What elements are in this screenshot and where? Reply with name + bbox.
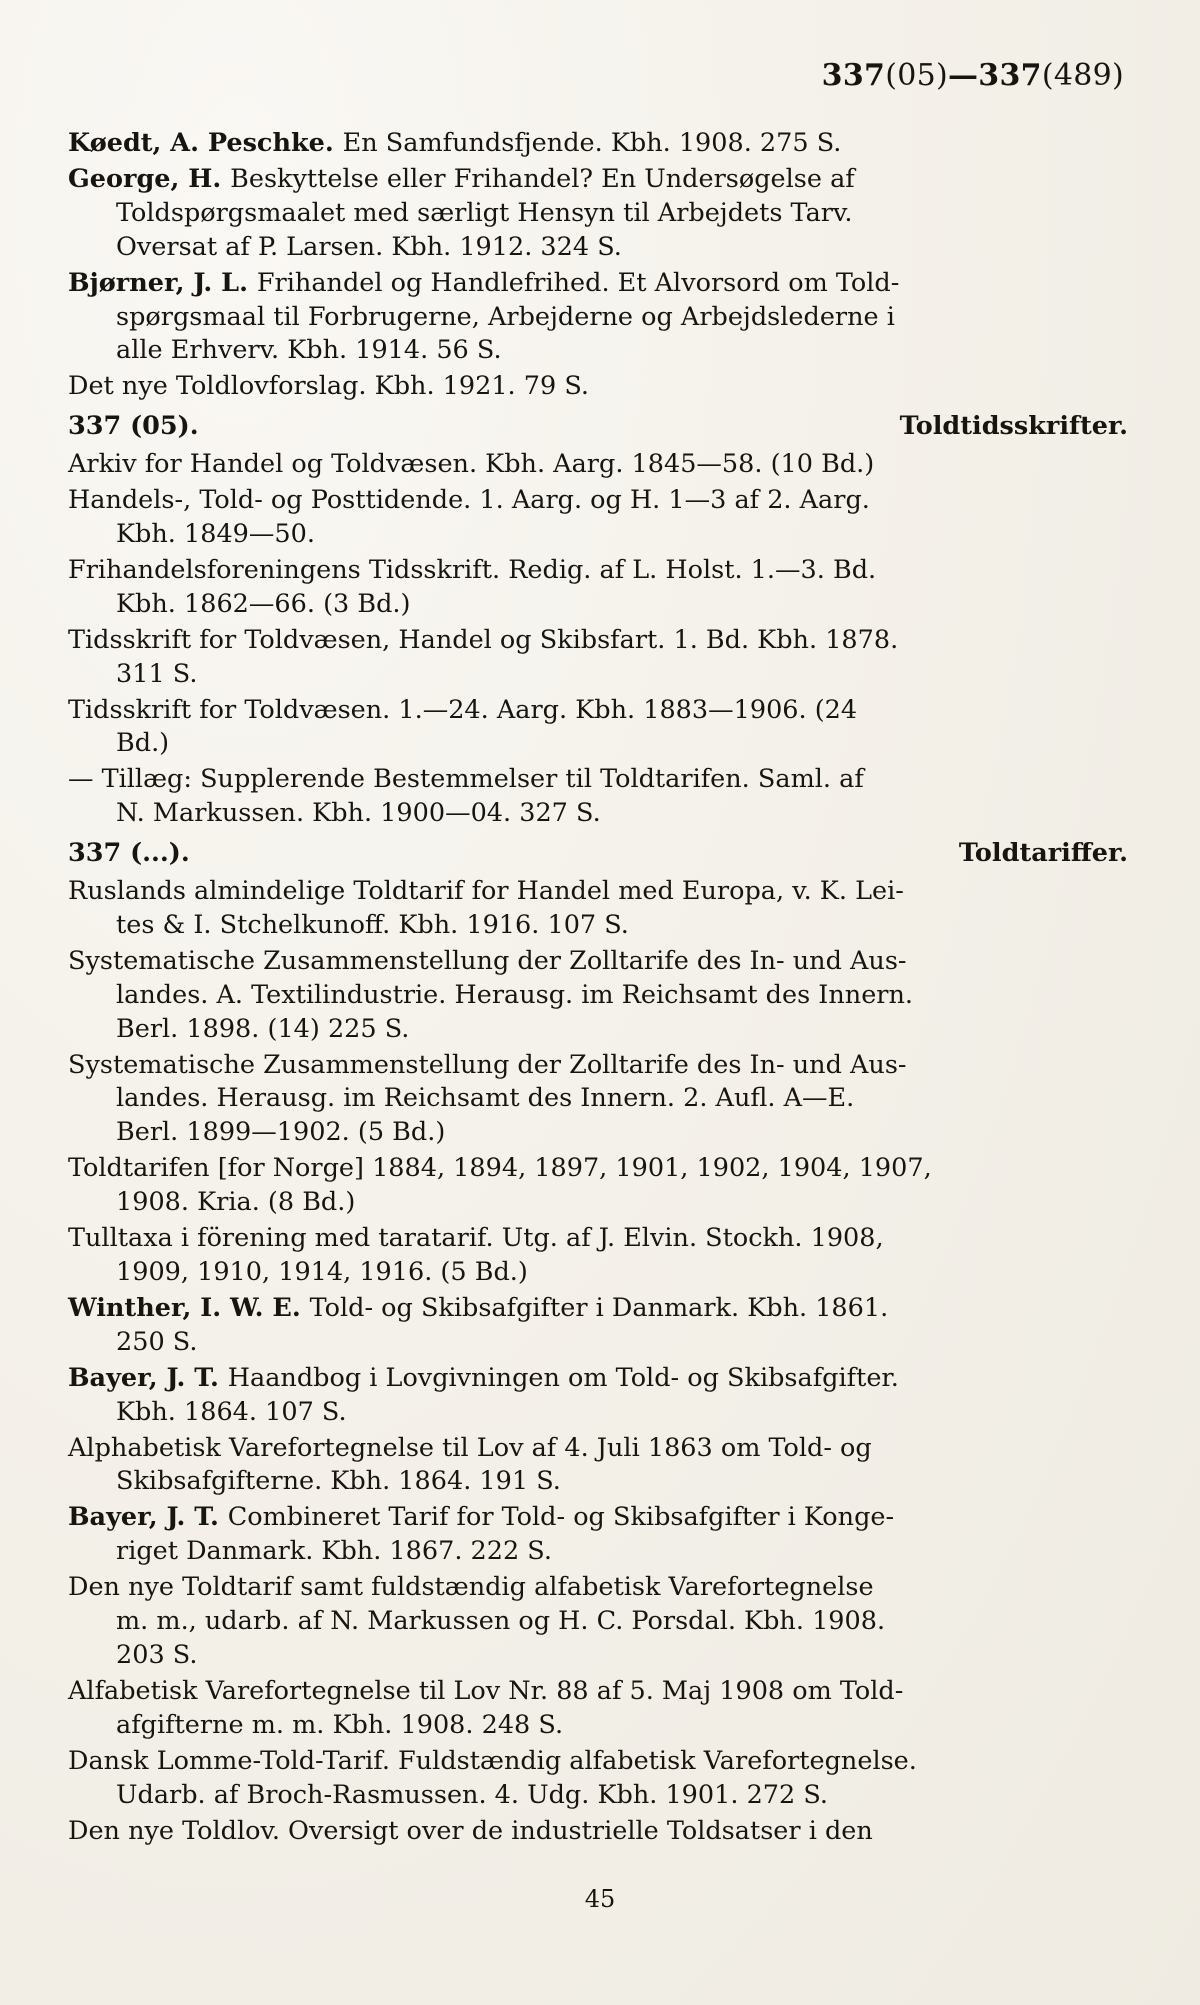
bibliography-entry	[68, 484, 1128, 552]
entry-line: Tidsskrift for Toldvæsen, Handel og Skibsfart. 1. Bd. Kbh. 1878.	[68, 624, 899, 655]
entry-author: Bjørner, J. L.	[68, 267, 257, 298]
entry-line: afgifterne m. m. Kbh. 1908. 248 S.	[116, 1709, 564, 1740]
bibliography-entry	[68, 554, 1128, 622]
bibliography-entry	[68, 163, 1128, 265]
entry-line: Kbh. 1862—66. (3 Bd.)	[116, 588, 411, 619]
entry-author: Køedt, A. Peschke.	[68, 128, 343, 158]
bibliography-entry-continuation	[68, 763, 1128, 831]
bibliography-entry	[68, 1745, 1128, 1813]
entry-line: Frihandel og Handlefrihed. Et Alvorsord om Told-	[256, 267, 900, 298]
entry-line: Toldtarifen [for Norge] 1884, 1894, 1897, 1901, 1902, 1904, 1907,	[68, 1153, 932, 1184]
bibliography-entry	[68, 1292, 1128, 1360]
entry-line: spørgsmaal til Forbrugerne, Arbejderne og Arbejdslederne i	[116, 301, 895, 332]
entry-line: Alfabetisk Varefortegnelse til Lov Nr. 88 af 5. Maj 1908 om Told-	[68, 1675, 904, 1706]
running-head-dash: —	[947, 58, 979, 93]
entry-group-toldtariffer	[68, 875, 1128, 1848]
entry-line: 1909, 1910, 1914, 1916. (5 Bd.)	[116, 1257, 528, 1287]
bibliography-entry	[68, 624, 1128, 692]
section-number: 337 (...).	[68, 838, 190, 869]
entry-line: — Tillæg: Supplerende Bestemmelser til Toldtarifen. Saml. af	[68, 764, 864, 795]
entry-line: Handels-, Told- og Posttidende. 1. Aarg. og H. 1—3 af 2. Aarg.	[68, 485, 870, 516]
entry-line: Berl. 1898. (14) 225 S.	[116, 1013, 410, 1044]
entry-line: 1908. Kria. (8 Bd.)	[116, 1187, 356, 1218]
entry-line: Combineret Tarif for Told- og Skibsafgifter i Konge-	[227, 1502, 895, 1533]
bibliography-entry	[68, 448, 1128, 482]
entry-line: 203 S.	[116, 1639, 198, 1670]
entry-line: 250 S.	[116, 1326, 198, 1357]
entry-line: Berl. 1899—1902. (5 Bd.)	[116, 1117, 446, 1148]
bibliography-entry	[68, 370, 1128, 404]
entry-line: Kbh. 1849—50.	[116, 518, 315, 549]
entry-line: 311 S.	[116, 658, 198, 689]
entry-group-toldtidsskrifter	[68, 448, 1128, 831]
running-head-right-paren: (489)	[1041, 58, 1124, 93]
entry-line: m. m., udarb. af N. Markussen og H. C. Porsdal. Kbh. 1908.	[116, 1606, 886, 1637]
entry-line: Dansk Lomme-Told-Tarif. Fuldstændig alfabetisk Varefortegnelse.	[68, 1745, 917, 1776]
section-heading-toldtariffer	[68, 837, 1128, 871]
entry-line: En Samfundsfjende. Kbh. 1908. 275 S.	[342, 128, 842, 158]
running-head-right-number: 337	[978, 58, 1042, 93]
bibliography-entry	[68, 1222, 1128, 1290]
entry-line: Tidsskrift for Toldvæsen. 1.—24. Aarg. Kbh. 1883—1906. (24	[68, 694, 858, 725]
entry-group-intro	[68, 127, 1128, 404]
bibliography-entry	[68, 875, 1128, 943]
entry-line: alle Erhverv. Kbh. 1914. 56 S.	[116, 335, 502, 366]
section-heading-toldtidsskrifter	[68, 410, 1128, 444]
bibliography-entry	[68, 1362, 1128, 1430]
entry-line: Oversat af P. Larsen. Kbh. 1912. 324 S.	[116, 231, 622, 262]
entry-author: George, H.	[68, 163, 231, 194]
section-category: Toldtidsskrifter.	[899, 411, 1128, 442]
bibliography-entry	[68, 1432, 1128, 1500]
section-number: 337 (05).	[68, 411, 199, 442]
section-category: Toldtariffer.	[958, 838, 1128, 869]
entry-line: Ruslands almindelige Toldtarif for Handel med Europa, v. K. Lei-	[68, 876, 904, 907]
bibliography-entry	[68, 945, 1128, 1047]
bibliography-entry	[68, 1675, 1128, 1743]
bibliography-entry	[68, 127, 1128, 161]
bibliography-entry	[68, 1152, 1128, 1220]
entry-line: N. Markussen. Kbh. 1900—04. 327 S.	[116, 798, 601, 829]
entry-line: Systematische Zusammenstellung der Zolltarife des In- und Aus-	[68, 945, 907, 976]
page-content	[68, 58, 1128, 1850]
running-head-left-number: 337	[821, 58, 886, 93]
bibliography-entry	[68, 1571, 1128, 1673]
bibliography-entry	[68, 267, 1128, 369]
entry-line: Skibsafgifterne. Kbh. 1864. 191 S.	[116, 1466, 561, 1497]
entry-line: Alphabetisk Varefortegnelse til Lov af 4. Juli 1863 om Told- og	[68, 1432, 872, 1463]
entry-line: landes. Herausg. im Reichsamt des Innern. 2. Aufl. A—E.	[116, 1083, 855, 1114]
running-head-left-paren: (05)	[885, 58, 948, 93]
entry-line: Det nye Toldlovforslag. Kbh. 1921. 79 S.	[68, 371, 589, 402]
entry-author: Bayer, J. T.	[68, 1362, 228, 1393]
entry-author: Winther, I. W. E.	[68, 1292, 310, 1323]
entry-line: Kbh. 1864. 107 S.	[116, 1396, 347, 1427]
bibliography-entry	[68, 1815, 1128, 1849]
page-number: 45	[584, 1885, 616, 1913]
entry-line: Arkiv for Handel og Toldvæsen. Kbh. Aarg. 1845—58. (10 Bd.)	[68, 449, 875, 480]
entry-line: tes & I. Stchelkunoff. Kbh. 1916. 107 S.	[116, 909, 629, 940]
bibliography-entry	[68, 694, 1128, 762]
entry-line: Told- og Skibsafgifter i Danmark. Kbh. 1861.	[309, 1292, 889, 1323]
bibliography-entry	[68, 1501, 1128, 1569]
entry-line: riget Danmark. Kbh. 1867. 222 S.	[116, 1536, 552, 1567]
entry-line: landes. A. Textilindustrie. Herausg. im Reichsamt des Innern.	[116, 979, 913, 1010]
entry-line: Haandbog i Lovgivningen om Told- og Skibsafgifter.	[227, 1362, 899, 1393]
entry-line: Systematische Zusammenstellung der Zolltarife des In- und Aus-	[68, 1049, 907, 1080]
entry-line: Bd.)	[116, 728, 170, 759]
entry-line: Udarb. af Broch-Rasmussen. 4. Udg. Kbh. 1901. 272 S.	[116, 1779, 829, 1810]
entry-line: Tulltaxa i förening med taratarif. Utg. af J. Elvin. Stockh. 1908,	[68, 1223, 884, 1254]
bibliography-entry	[68, 1049, 1128, 1151]
running-head	[68, 58, 1128, 93]
entry-line: Toldspørgsmaalet med særligt Hensyn til Arbejdets Tarv.	[116, 197, 853, 228]
entry-line: Den nye Toldlov. Oversigt over de industrielle Toldsatser i den	[68, 1815, 873, 1846]
entry-line: Beskyttelse eller Frihandel? En Undersøgelse af	[230, 163, 855, 194]
entry-line: Frihandelsforeningens Tidsskrift. Redig. af L. Holst. 1.—3. Bd.	[68, 554, 877, 585]
entry-author: Bayer, J. T.	[68, 1502, 228, 1533]
entry-line: Den nye Toldtarif samt fuldstændig alfabetisk Varefortegnelse	[68, 1572, 874, 1603]
